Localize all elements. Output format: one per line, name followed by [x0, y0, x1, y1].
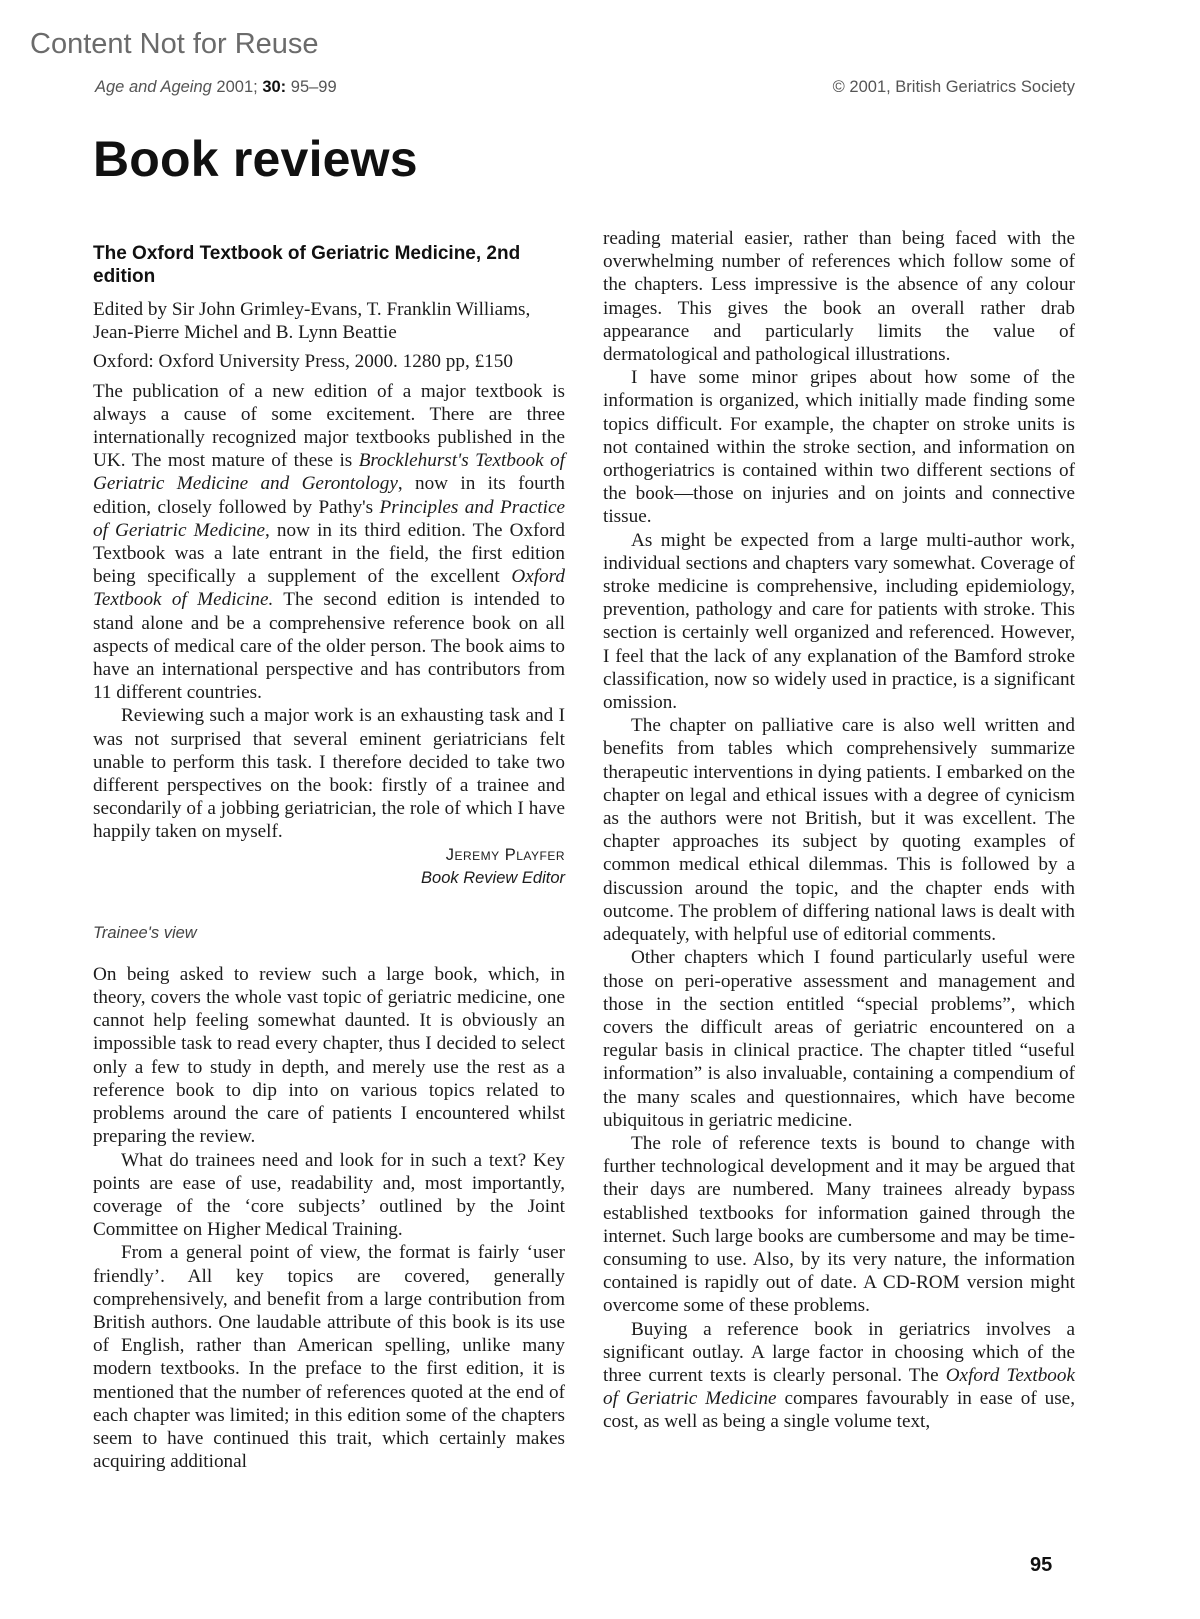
- book-publisher: Oxford: Oxford University Press, 2000. 1280 pp, £150: [93, 351, 513, 373]
- body-paragraph: I have some minor gripes about how some of the information is organized, which initially made finding some topics difficult. For example, the chapter on stroke units is not contained within the stroke section, and information on orthogeriatrics is contained within two different sections of the book—those on injuries and on joints and connective tissue.: [603, 367, 1075, 528]
- book-reference: Oxford Textbook of Medicine.: [93, 566, 565, 611]
- journal-pages: 95–99: [290, 78, 337, 96]
- page-title: Book reviews: [93, 131, 418, 187]
- left-column: [93, 227, 565, 1473]
- body-paragraph: Other chapters which I found particularly useful were those on peri-operative assessment and management and those in the section entitled “special problems”, which covers the difficult areas of geriatric encountered on a regular basis in clinical practice. The chapter titled “useful information” is also invaluable, containing a compendium of the many scales and questionnaires, which have become ubiquitous in geriatric medicine.: [603, 947, 1075, 1131]
- section-heading: Trainee's view: [93, 923, 197, 942]
- right-column: [603, 227, 1075, 1434]
- body-paragraph: On being asked to review such a large book, which, in theory, covers the whole vast topic of geriatric medicine, one cannot help feeling somewhat daunted. It is obviously an impossible task to read every chapter, thus I decided to select only a few to study in depth, and merely use the rest as a reference book to dip into on various topics related to problems around the care of patients I encountered whilst preparing the review.: [93, 963, 565, 1148]
- copyright-notice: © 2001, British Geriatrics Society: [832, 78, 1075, 96]
- page-number: 95: [1030, 1554, 1053, 1576]
- intro-paragraph: The publication of a new edition of a major textbook is always a cause of some excitement. There are three internationally recognized major textbooks published in the UK. The most mature of these is Brocklehurst's Textbook of Geriatric Medicine and Gerontology, now in its fourth edition, closely followed by Pathy's Principles and Practice of Geriatric Medicine, now in its third edition. The Oxford Textbook was a late entrant in the field, the first edition being specifically a supplement of the excellent Oxford Textbook of Medicine. The second edition is intended to stand alone and be a comprehensive reference book on all aspects of medical care of the older person. The book aims to have an international perspective and has contributors from 11 different countries.: [93, 380, 566, 704]
- signature-role: Book Review Editor: [421, 868, 565, 887]
- signature: [93, 844, 565, 890]
- book-reference: Principles and Practice of Geriatric Medicine: [93, 496, 565, 541]
- body-paragraph: Buying a reference book in geriatrics involves a significant outlay. A large factor in choosing which of the three current texts is clearly personal. The Oxford Textbook of Geriatric Medicine compares favourably in ease of use, cost, as well as being a single volume text,: [603, 1318, 1075, 1433]
- book-reference: Oxford Textbook of Geriatric Medicine: [603, 1364, 1075, 1410]
- body-paragraph: The chapter on palliative care is also well written and benefits from tables which comprehensively summarize therapeutic interventions in dying patients. I embarked on the chapter on legal and ethical issues with a degree of cynicism as the authors were not British, but it was excellent. The chapter approaches its subject by quoting examples of common medical ethical dilemmas. This is followed by a discussion around the topic, and the chapter ends with outcome. The problem of differing national laws is dealt with adequately, with helpful use of editorial comments.: [603, 715, 1075, 946]
- intro-paragraph: Reviewing such a major work is an exhausting task and I was not surprised that several eminent geriatricians felt unable to perform this task. I therefore decided to take two different perspectives on the book: firstly of a trainee and secondarily of a jobbing geriatrician, the role of which I have happily taken on myself.: [93, 705, 565, 843]
- journal-year: 2001;: [216, 78, 258, 96]
- body-paragraph: reading material easier, rather than being faced with the overwhelming number of references which follow some of the chapters. Less impressive is the absence of any colour images. This gives the book an overall rather drab appearance and particularly limits the value of dermatological and pathological illustrations.: [603, 228, 1075, 366]
- signature-name: Jeremy Playfer: [445, 845, 565, 864]
- body-paragraph: What do trainees need and look for in such a text? Key points are ease of use, readability and, most importantly, coverage of the ‘core subjects’ outlined by the Joint Committee on Higher Medical Training.: [93, 1149, 565, 1241]
- body-paragraph: As might be expected from a large multi-author work, individual sections and chapters vary somewhat. Coverage of stroke medicine is comprehensive, including epidemiology, prevention, pathology and care for patients with stroke. This section is certainly well organized and referenced. However, I feel that the lack of any explanation of the Bamford stroke classification, now so widely used in practice, is a significant omission.: [603, 529, 1075, 714]
- journal-volume: 30:: [262, 78, 287, 96]
- body-paragraph: The role of reference texts is bound to change with further technological development and it may be argued that their days are numbered. Many trainees already bypass established textbooks for information gained through the internet. Such large books are cumbersome and may be time-consuming to use. Also, by its very nature, the information contained is rapidly out of date. A CD-ROM version might overcome some of these problems.: [603, 1132, 1075, 1317]
- book-title: The Oxford Textbook of Geriatric Medicine, 2nd edition: [93, 243, 521, 287]
- book-reference: Brocklehurst's Textbook of Geriatric Medicine and Gerontology: [93, 450, 565, 495]
- journal-citation: [95, 78, 337, 97]
- body-paragraph: From a general point of view, the format is fairly ‘user friendly’. All key topics are covered, generally comprehensively, and benefit from a large contribution from British authors. One laudable attribute of this book is its use of English, rather than American spelling, unlike many modern textbooks. In the preface to the first edition, it is mentioned that the number of references quoted at the end of each chapter was limited; in this edition some of the chapters seem to have continued this trait, which certainly makes acquiring additional: [93, 1242, 565, 1473]
- watermark: Content Not for Reuse: [30, 28, 319, 60]
- journal-name: Age and Ageing: [95, 78, 212, 96]
- book-editors: Edited by Sir John Grimley-Evans, T. Franklin Williams, Jean-Pierre Michel and B. Lynn Beattie: [93, 299, 531, 344]
